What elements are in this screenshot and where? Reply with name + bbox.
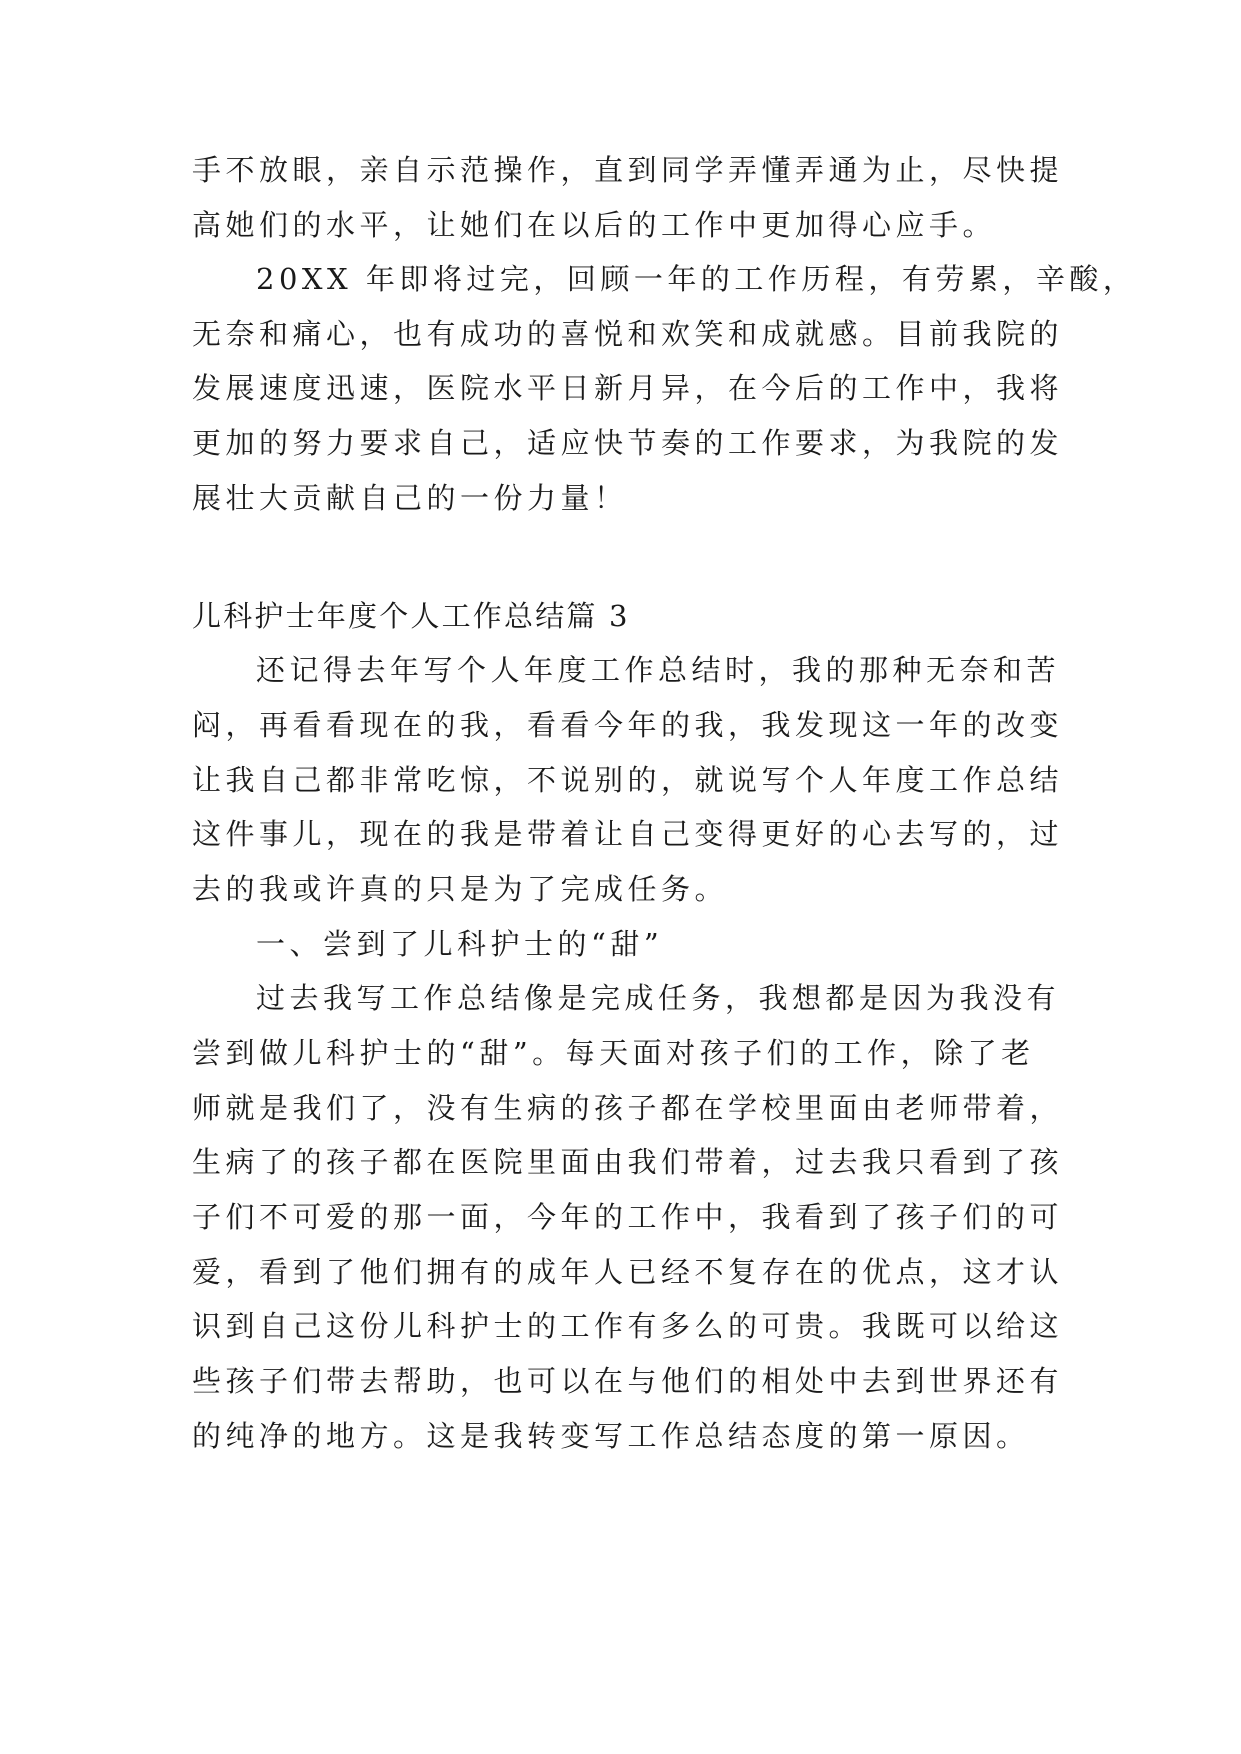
text-line: 些孩子们带去帮助，也可以在与他们的相处中去到世界还有 bbox=[192, 1364, 1064, 1398]
text-line: 识到自己这份儿科护士的工作有多么的可贵。我既可以给这 bbox=[192, 1309, 1064, 1343]
text-line: 爱，看到了他们拥有的成年人已经不复存在的优点，这才认 bbox=[192, 1255, 1064, 1289]
text-line: 让我自己都非常吃惊，不说别的，就说写个人年度工作总结 bbox=[192, 763, 1064, 797]
text-line: 发展速度迅速，医院水平日新月异，在今后的工作中，我将 bbox=[192, 371, 1064, 405]
text-line: 过去我写工作总结像是完成任务，我想都是因为我没有 bbox=[256, 981, 1061, 1015]
subheading: 一、尝到了儿科护士的“甜” bbox=[256, 927, 664, 961]
text-line: 子们不可爱的那一面，今年的工作中，我看到了孩子们的可 bbox=[192, 1200, 1064, 1234]
text-line: 20XX 年即将过完，回顾一年的工作历程，有劳累，辛酸， bbox=[256, 262, 1137, 296]
text-line: 去的我或许真的只是为了完成任务。 bbox=[192, 872, 729, 906]
text-line: 尝到做儿科护士的“甜”。每天面对孩子们的工作，除了老 bbox=[192, 1036, 1035, 1070]
text-line: 高她们的水平，让她们在以后的工作中更加得心应手。 bbox=[192, 208, 997, 242]
text-line: 生病了的孩子都在医院里面由我们带着，过去我只看到了孩 bbox=[192, 1145, 1064, 1179]
text-line: 还记得去年写个人年度工作总结时，我的那种无奈和苦 bbox=[256, 653, 1061, 687]
text-line: 这件事儿，现在的我是带着让自己变得更好的心去写的，过 bbox=[192, 817, 1064, 851]
text-line: 手不放眼，亲自示范操作，直到同学弄懂弄通为止，尽快提 bbox=[192, 153, 1064, 187]
text-line: 更加的努力要求自己，适应快节奏的工作要求，为我院的发 bbox=[192, 426, 1064, 460]
text-line: 闷，再看看现在的我，看看今年的我，我发现这一年的改变 bbox=[192, 708, 1064, 742]
text-line: 展壮大贡献自己的一份力量！ bbox=[192, 481, 628, 515]
text-line: 师就是我们了，没有生病的孩子都在学校里面由老师带着， bbox=[192, 1091, 1064, 1125]
text-line: 的纯净的地方。这是我转变写工作总结态度的第一原因。 bbox=[192, 1419, 1030, 1453]
section-heading: 儿科护士年度个人工作总结篇 3 bbox=[192, 599, 630, 633]
text-line: 无奈和痛心，也有成功的喜悦和欢笑和成就感。目前我院的 bbox=[192, 317, 1064, 351]
